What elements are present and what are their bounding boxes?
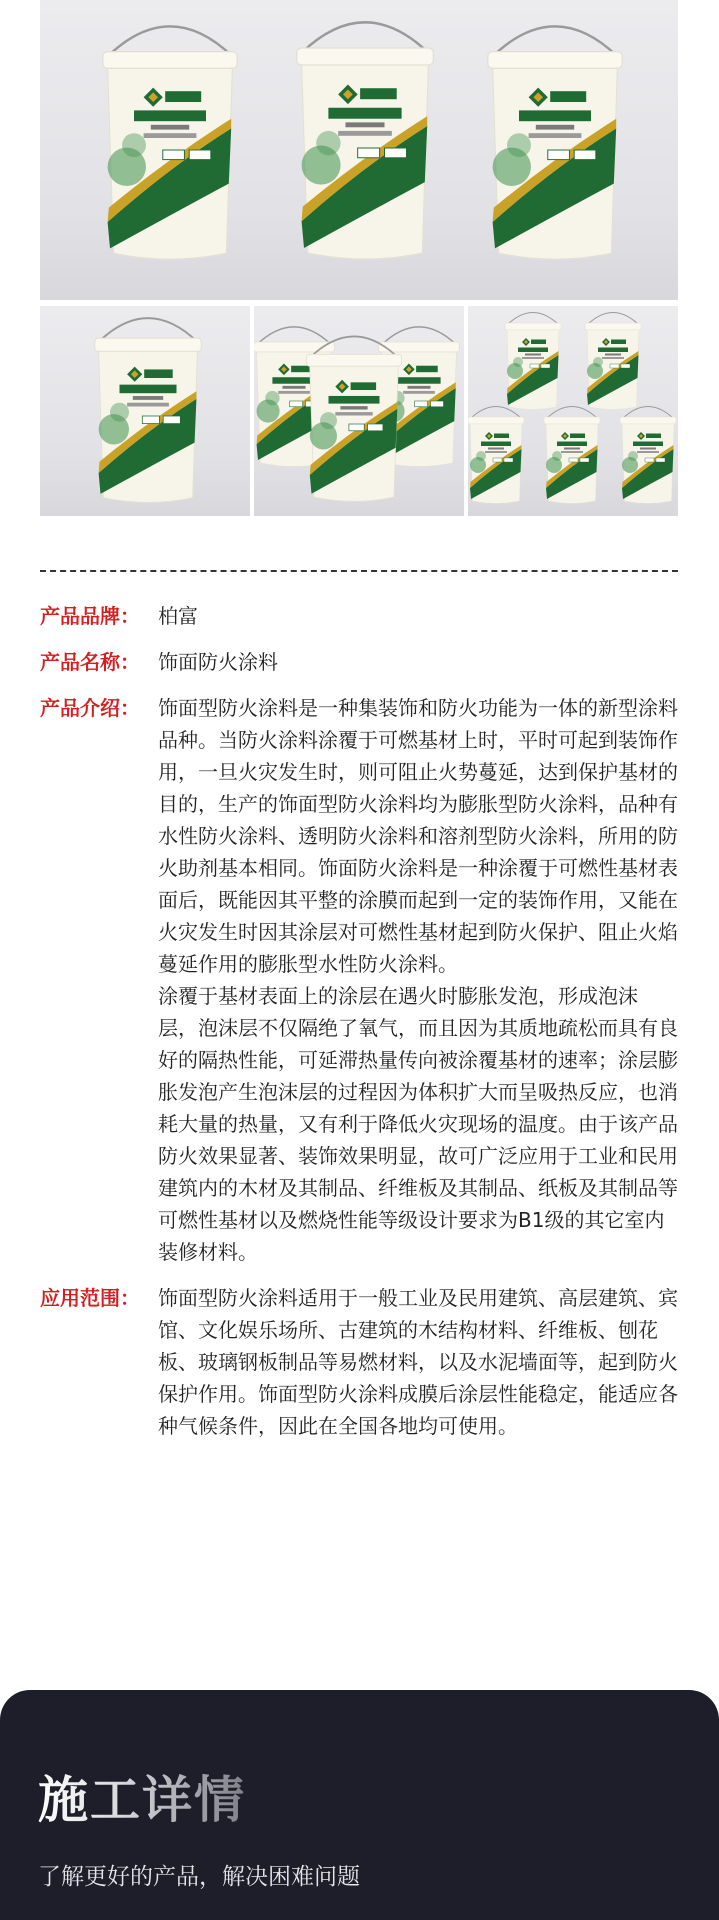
section-title: 施工详情 bbox=[38, 1760, 246, 1832]
scope-value: 饰面型防火涂料适用于一般工业及民用建筑、高层建筑、宾馆、文化娱乐场所、古建筑的木结构材料、纤维板、刨花板、玻璃钢板制品等易燃材料，以及水泥墙面等，起到防火保护作用。饰面型防火涂料成膜后涂层性能稳定，能适应各种气候条件，因此在全国各地均可使用。 bbox=[158, 1286, 678, 1438]
construction-details-section bbox=[0, 1690, 719, 1920]
thumb-1-bucket bbox=[40, 306, 250, 516]
brand-value: 柏富 bbox=[158, 604, 198, 628]
product-main-photo[interactable] bbox=[40, 0, 678, 300]
intro-label: 产品介绍： bbox=[40, 696, 140, 720]
thumb-2-buckets bbox=[254, 306, 464, 516]
intro-paragraph-3: 层，泡沫层不仅隔绝了氧气，而且因为其质地疏松而具有良好的隔热性能，可延滞热量传向被涂覆基材的速率；涂层膨胀发泡产生泡沫层的过程因为体积扩大而呈吸热反应，也消耗大量的热量，又有利于降低火灾现场的温度。由于该产品防火效果显著、装饰效果明显，故可广泛应用于工业和民用建筑内的木材及其制品、纤维板及其制品、纸板及其制品等可燃性基材以及燃烧性能等级设计要求为B1级的其它室内装修材料。 bbox=[158, 1016, 678, 1264]
info-row-name bbox=[40, 646, 678, 678]
intro-text bbox=[158, 692, 678, 1268]
scope-label: 应用范围： bbox=[40, 1286, 140, 1310]
product-thumb-2[interactable] bbox=[254, 306, 464, 516]
name-label: 产品名称： bbox=[40, 650, 140, 674]
main-photo-buckets bbox=[40, 0, 678, 300]
info-row-intro bbox=[40, 692, 678, 1268]
brand-label: 产品品牌： bbox=[40, 604, 140, 628]
info-row-scope bbox=[40, 1282, 678, 1442]
name-value: 饰面防火涂料 bbox=[158, 650, 278, 674]
intro-paragraph-1: 饰面型防火涂料是一种集装饰和防火功能为一体的新型涂料品种。当防火涂料涂覆于可燃基材上时，平时可起到装饰作用，一旦火灾发生时，则可阻止火势蔓延，达到保护基材的目的，生产的饰面型防火涂料均为膨胀型防火涂料，品种有水性防火涂料、透明防火涂料和溶剂型防火涂料，所用的防火助剂基本相同。饰面防火涂料是一种涂覆于可燃性基材表面后，既能因其平整的涂膜而起到一定的装饰作用，又能在火灾发生时因其涂层对可燃性基材起到防火保护、阻止火焰蔓延作用的膨胀型水性防火涂料。 bbox=[158, 696, 678, 976]
dashed-divider bbox=[40, 570, 678, 572]
product-thumb-1[interactable] bbox=[40, 306, 250, 516]
info-row-brand bbox=[40, 600, 678, 632]
product-thumb-3[interactable] bbox=[468, 306, 678, 516]
thumb-3-buckets bbox=[468, 306, 678, 516]
section-subtitle: 了解更好的产品，解决困难问题 bbox=[38, 1864, 360, 1890]
intro-paragraph-2: 涂覆于基材表面上的涂层在遇火时膨胀发泡，形成泡沫 bbox=[158, 984, 638, 1008]
product-info bbox=[40, 600, 678, 1456]
